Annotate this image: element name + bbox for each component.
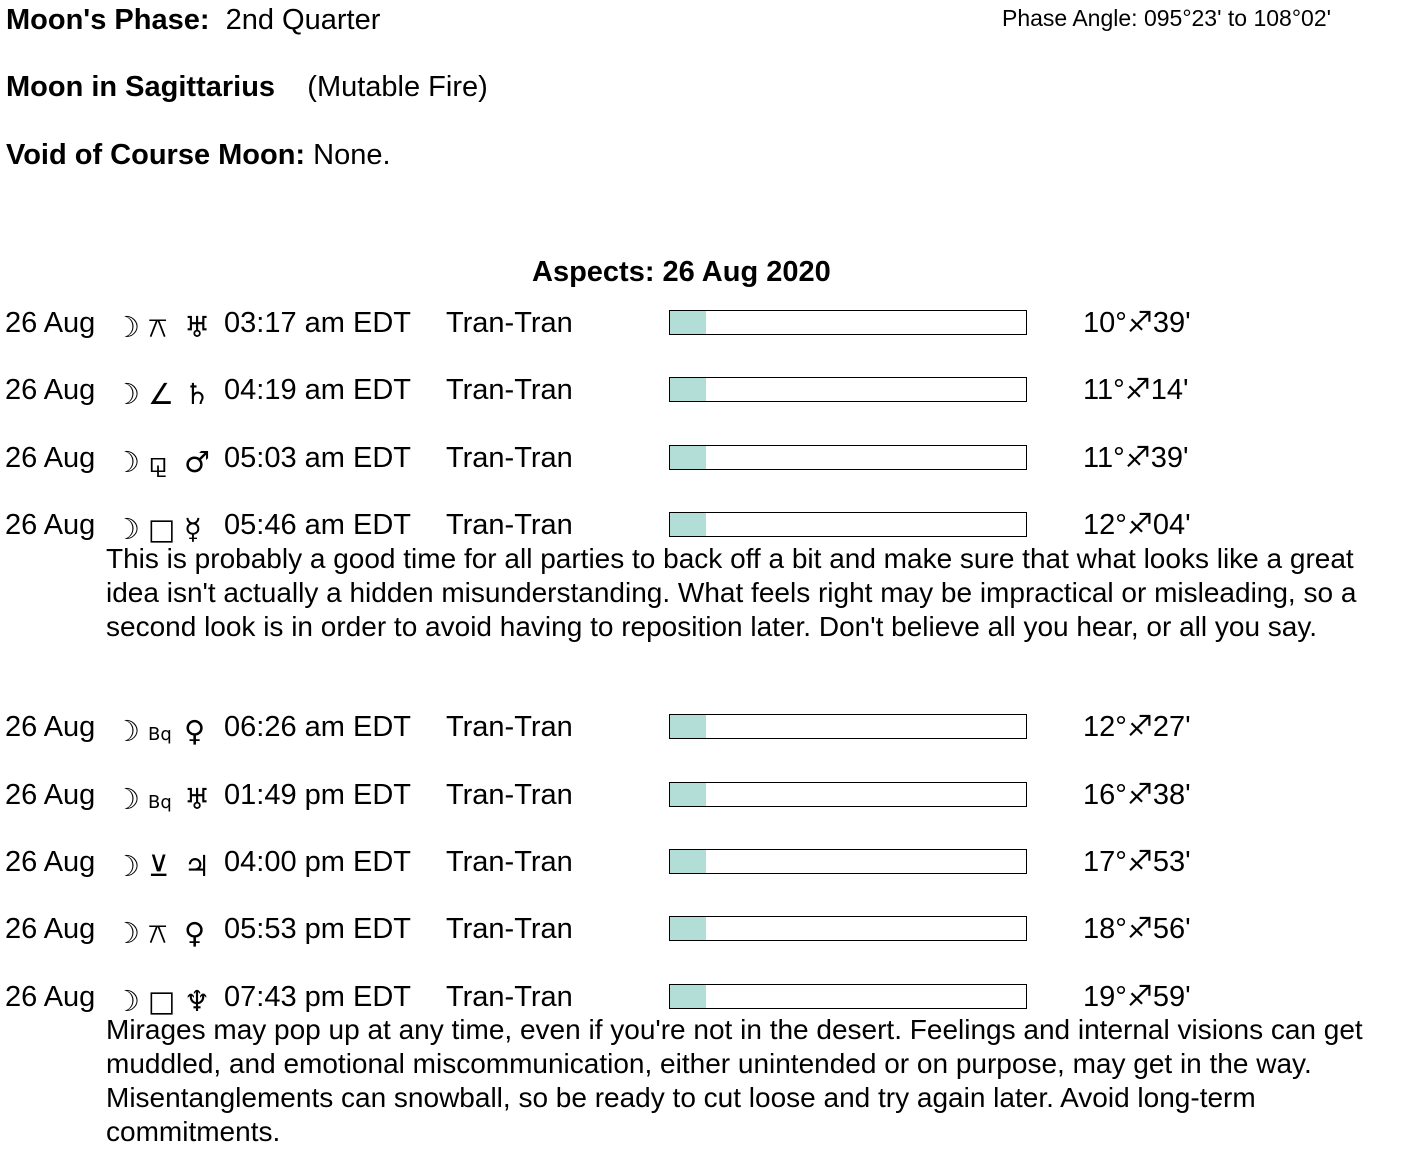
- aspect-date: 26 Aug: [5, 509, 96, 541]
- moon-glyph-icon: ☽: [114, 377, 140, 411]
- aspect-glyph-icon: ⚼: [148, 445, 169, 479]
- aspect-position: 10°♐39': [1083, 307, 1191, 339]
- aspect-time: 05:53 pm EDT: [224, 913, 411, 945]
- aspect-position: 18°♐56': [1083, 913, 1191, 945]
- aspect-glyph-icon: ⚻: [148, 310, 168, 344]
- aspect-strength-bar: [669, 984, 1027, 1009]
- aspect-date: 26 Aug: [5, 913, 96, 945]
- moon-glyph-icon: ☽: [114, 984, 140, 1018]
- aspect-row: [0, 441, 1416, 481]
- aspect-row: [0, 373, 1416, 413]
- aspect-position: 11°♐39': [1083, 442, 1189, 474]
- aspect-glyph-icon: ⊻: [148, 849, 170, 883]
- aspect-position: 17°♐53': [1083, 846, 1191, 878]
- aspect-glyph-icon: Bq: [148, 792, 172, 813]
- planet-glyph-icon: ♆: [184, 984, 210, 1018]
- aspect-glyph-icon: □: [148, 512, 176, 546]
- aspect-strength-bar: [669, 377, 1027, 402]
- aspect-date: 26 Aug: [5, 846, 96, 878]
- aspect-row: [0, 778, 1416, 818]
- moon-sign-line: [6, 70, 488, 104]
- aspect-strength-fill: [670, 783, 706, 806]
- aspect-strength-bar: [669, 714, 1027, 739]
- planet-glyph-icon: ♅: [184, 782, 210, 816]
- moon-sign-label: Moon in Sagittarius: [6, 71, 276, 103]
- planet-glyph-icon: ☿: [184, 512, 202, 546]
- aspect-date: 26 Aug: [5, 711, 96, 743]
- moon-glyph-icon: ☽: [114, 445, 140, 479]
- aspect-glyph-icon: Bq: [148, 724, 172, 745]
- aspect-position: 16°♐38': [1083, 779, 1191, 811]
- aspect-description-text: This is probably a good time for all parties to back off a bit and make sure that what looks like a great idea isn't actually a hidden misunderstanding. What feels right may be impractical or misleading, so a second look is in order to avoid having to reposition later. Don't believe all you hear, or all you say.: [106, 543, 1357, 642]
- aspect-time: 07:43 pm EDT: [224, 981, 411, 1013]
- aspect-strength-bar: [669, 782, 1027, 807]
- aspect-type: Tran-Tran: [446, 374, 573, 406]
- aspect-position: 12°♐27': [1083, 711, 1191, 743]
- moon-phase-line: [6, 3, 380, 37]
- void-of-course-label: Void of Course Moon:: [6, 139, 306, 171]
- moon-sign-quality: (Mutable Fire): [307, 71, 488, 103]
- aspect-date: 26 Aug: [5, 374, 96, 406]
- aspect-strength-fill: [670, 311, 706, 334]
- aspect-row: [0, 306, 1416, 346]
- moon-glyph-icon: ☽: [114, 916, 140, 950]
- aspect-glyph-icon: ∠: [148, 377, 174, 411]
- moon-glyph-icon: ☽: [114, 849, 140, 883]
- aspect-date: 26 Aug: [5, 981, 96, 1013]
- aspect-strength-fill: [670, 446, 706, 469]
- void-of-course-value: None.: [313, 139, 391, 171]
- moon-glyph-icon: ☽: [114, 714, 140, 748]
- planet-glyph-icon: ♅: [184, 310, 210, 344]
- planet-glyph-icon: ♀: [184, 714, 206, 748]
- aspect-type: Tran-Tran: [446, 442, 573, 474]
- aspect-position: 19°♐59': [1083, 981, 1191, 1013]
- aspect-position: 11°♐14': [1083, 374, 1189, 406]
- aspect-strength-fill: [670, 378, 706, 401]
- moon-glyph-icon: ☽: [114, 782, 140, 816]
- moon-glyph-icon: ☽: [114, 310, 140, 344]
- aspect-time: 05:03 am EDT: [224, 442, 411, 474]
- aspect-type: Tran-Tran: [446, 779, 573, 811]
- aspect-position: 12°♐04': [1083, 509, 1191, 541]
- aspect-type: Tran-Tran: [446, 711, 573, 743]
- aspect-strength-fill: [670, 715, 706, 738]
- aspects-title: Aspects: 26 Aug 2020: [532, 256, 831, 288]
- aspect-strength-bar: [669, 849, 1027, 874]
- aspect-time: 06:26 am EDT: [224, 711, 411, 743]
- aspect-strength-bar: [669, 916, 1027, 941]
- aspect-date: 26 Aug: [5, 442, 96, 474]
- aspect-description: [106, 1013, 1386, 1149]
- moon-phase-label: Moon's Phase:: [6, 4, 210, 36]
- aspect-time: 01:49 pm EDT: [224, 779, 411, 811]
- aspect-date: 26 Aug: [5, 307, 96, 339]
- moon-phase-value: 2nd Quarter: [225, 4, 381, 36]
- aspect-date: 26 Aug: [5, 779, 96, 811]
- aspect-type: Tran-Tran: [446, 509, 573, 541]
- aspect-row: [0, 912, 1416, 952]
- moon-glyph-icon: ☽: [114, 512, 140, 546]
- planet-glyph-icon: ♄: [184, 377, 210, 411]
- aspect-type: Tran-Tran: [446, 846, 573, 878]
- aspect-strength-fill: [670, 850, 706, 873]
- aspect-type: Tran-Tran: [446, 307, 573, 339]
- aspect-strength-bar: [669, 512, 1027, 537]
- aspect-strength-fill: [670, 917, 706, 940]
- aspect-description-text: Mirages may pop up at any time, even if you're not in the desert. Feelings and internal visions can get muddled, and emotional miscommunication, either unintended or on purpose, may get in the way. Misentanglements can snowball, so be ready to cut loose and try again later. Avoid long-term commitments.: [106, 1014, 1363, 1147]
- aspect-glyph-icon: ⚻: [148, 916, 168, 950]
- aspect-time: 04:00 pm EDT: [224, 846, 411, 878]
- aspect-row: [0, 845, 1416, 885]
- aspect-type: Tran-Tran: [446, 981, 573, 1013]
- void-of-course-line: [6, 138, 391, 172]
- planet-glyph-icon: ♃: [184, 849, 210, 883]
- aspect-strength-fill: [670, 985, 706, 1008]
- aspect-type: Tran-Tran: [446, 913, 573, 945]
- aspect-strength-fill: [670, 513, 706, 536]
- aspect-description: [106, 542, 1386, 644]
- planet-glyph-icon: ♀: [184, 916, 206, 950]
- aspect-time: 04:19 am EDT: [224, 374, 411, 406]
- aspect-strength-bar: [669, 445, 1027, 470]
- aspect-time: 03:17 am EDT: [224, 307, 411, 339]
- aspect-row: [0, 710, 1416, 750]
- aspect-strength-bar: [669, 310, 1027, 335]
- phase-angle: Phase Angle: 095°23' to 108°02': [1002, 5, 1331, 31]
- planet-glyph-icon: ♂: [184, 445, 210, 479]
- aspect-time: 05:46 am EDT: [224, 509, 411, 541]
- aspect-glyph-icon: □: [148, 984, 176, 1018]
